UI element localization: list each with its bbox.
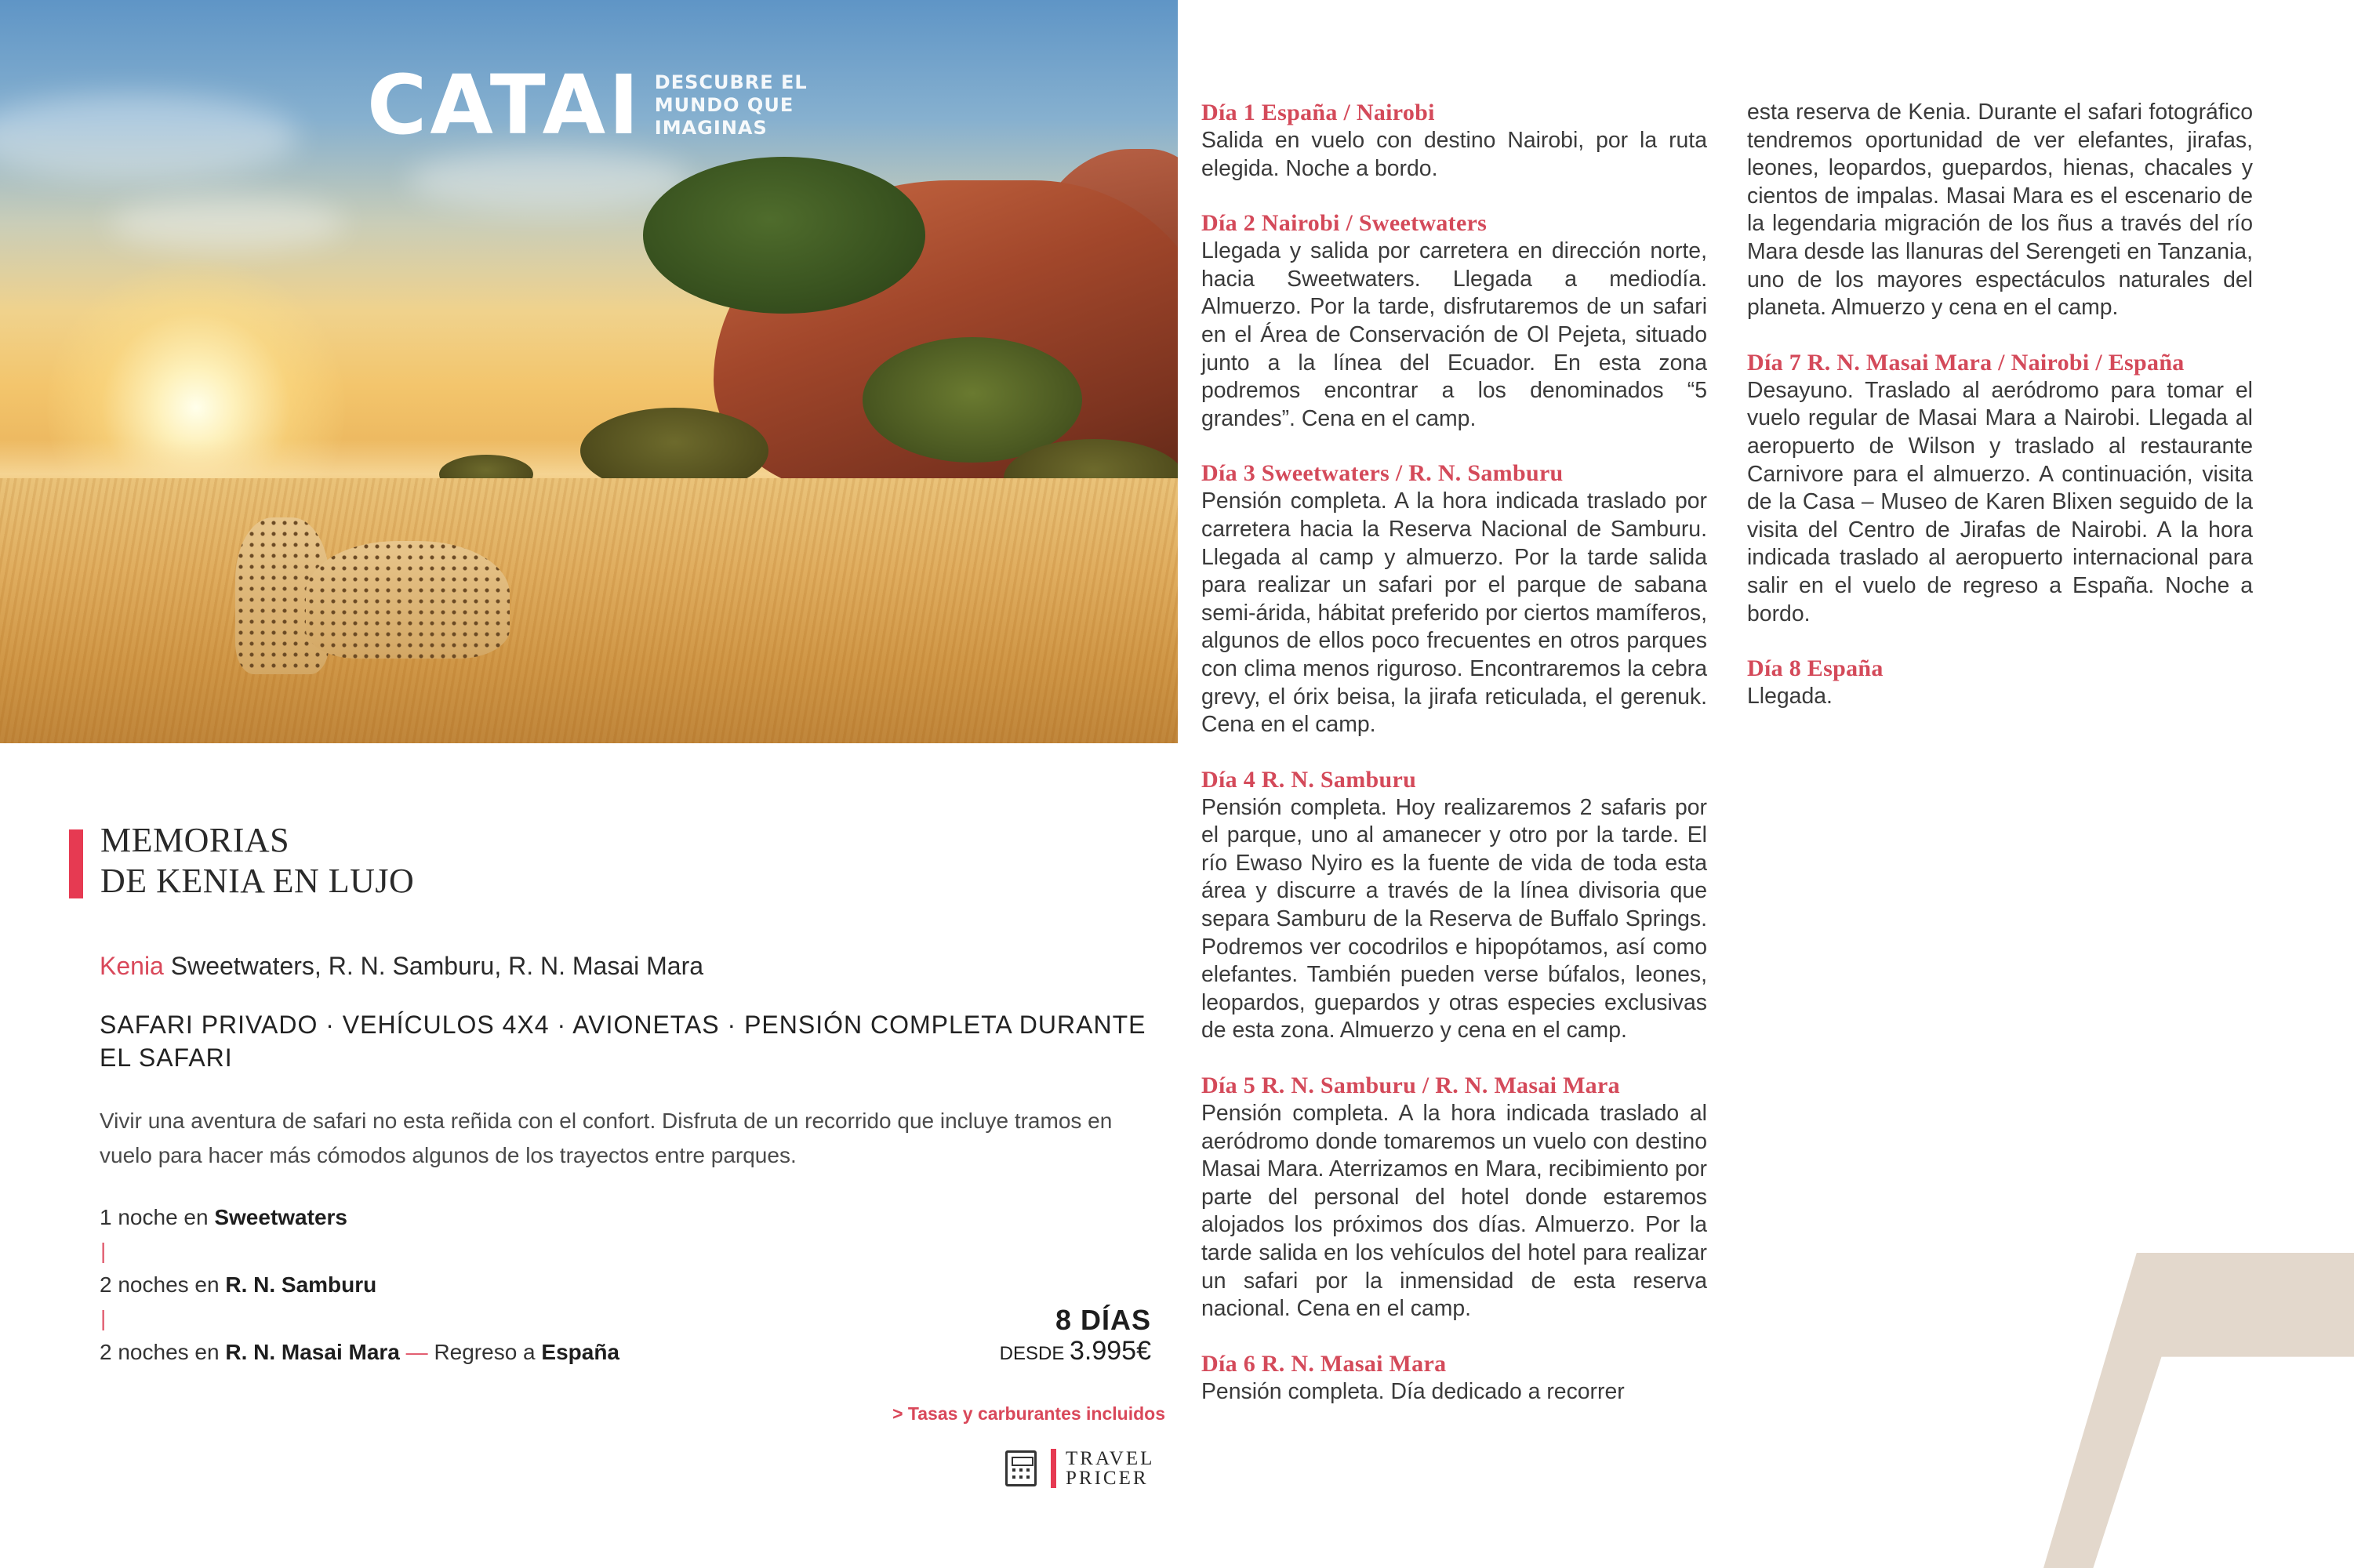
price: DESDE 3.995€ — [999, 1336, 1151, 1366]
acacia-tree — [643, 157, 925, 314]
day-text: Pensión completa. A la hora indicada traslado al aeródromo donde tomaremos un vuelo con destino Masai Mara. Aterrizamos en Mara, recibimiento por parte del personal del hotel donde estaremos alojados los próximos dos días. Almuerzo. Por la tarde salida en los vehículos del hotel para realizar un safari por la inmensidad de esta reserva nacional. Cena en el camp. — [1201, 1101, 1707, 1322]
trip-features: SAFARI PRIVADO · VEHÍCULOS 4X4 · AVIONETAS · PENSIÓN COMPLETA DURANTE EL SAFARI — [100, 1011, 1146, 1072]
travel-pricer-text: TRAVEL PRICER — [1066, 1448, 1155, 1489]
hero-image — [0, 0, 1178, 743]
itinerary-day — [1201, 766, 1707, 1045]
day-title: Día 8 España — [1747, 655, 1884, 682]
calculator-icon — [1005, 1450, 1037, 1486]
price-amount: 3.995€ — [1070, 1336, 1151, 1366]
decorative-shape — [2043, 1253, 2354, 1568]
itinerary-day — [1201, 209, 1707, 433]
taxes-note: > Tasas y carburantes incluidos — [892, 1403, 1165, 1424]
day-text: Pensión completa. Día dedicado a recorrer — [1201, 1378, 1625, 1404]
stay-separator: | — [100, 1306, 107, 1330]
catai-logo — [367, 57, 808, 153]
day-text: Salida en vuelo con destino Nairobi, por la ruta elegida. Noche a bordo. — [1201, 128, 1707, 181]
itinerary-day — [1201, 1350, 1707, 1406]
destinations — [100, 952, 703, 981]
itinerary-column-2 — [1747, 99, 2253, 738]
logo-tagline: DESCUBRE EL MUNDO QUE IMAGINAS — [654, 71, 808, 139]
title-accent-bar — [69, 829, 83, 898]
stay-item: 2 noches en R. N. Samburu — [100, 1272, 377, 1297]
day-title: Día 1 España / Nairobi — [1201, 100, 1435, 125]
day-text: Pensión completa. A la hora indicada traslado por carretera hacia la Reserva Nacional de Samburu. Llegada al camp y almuerzo. Por la tarde salida para realizar un safari por el parque de sabana semi-árida, hábitat preferido por ciertos mamíferos, algunos de ellos poco frecuentes en otros parques con clima menos riguroso. Encontraremos la cebra grevy, el órix beisa, la jirafa reticulada, el gerenuk. Cena en el camp. — [1201, 488, 1707, 738]
day-text: esta reserva de Kenia. Durante el safari fotográfico tendremos oportunidad de ver elefantes, jirafas, leones, leopardos, guepardos, hienas, chacales y cientos de impalas. Masai Mara es el escenario de la legendaria migración de los ñus a través del río Mara desde las llanuras del Serengeti en Tanzania, uno de los mayores espectáculos naturales del planeta. Almuerzo y cena en el camp. — [1747, 100, 2253, 321]
stays-list — [100, 1203, 805, 1367]
itinerary-day — [1201, 1072, 1707, 1323]
country-name: Kenia — [100, 952, 164, 980]
day-text: Desayuno. Traslado al aeródromo para tomar el vuelo regular de Masai Mara a Nairobi. Llegada al aeropuerto de Wilson y traslado al restaurante Carnivore para el almuerzo. A continuación, visita de la Casa – Museo de Karen Blixen seguido de la visita del Centro de Jirafas de Nairobi. A la hora indicada traslado al aeropuerto internacional para salir en el vuelo de regreso a España. Noche a bordo. — [1747, 377, 2253, 626]
trip-intro: Vivir una aventura de safari no esta reñida con el confort. Disfruta de un recorrido que incluye tramos en vuelo para hacer más cómodos algunos de los trayectos entre parques. — [100, 1109, 1113, 1167]
itinerary-day — [1201, 99, 1707, 183]
trip-duration: 8 DÍAS — [1055, 1304, 1151, 1336]
day-text: Llegada y salida por carretera en dirección norte, hacia Sweetwaters. Llegada a mediodía. Almuerzo. Por la tarde, disfrutaremos de un safari en el Área de Conservación de Ol Pejeta, situado junto a la línea del Ecuador. En esta zona podremos encontrar a los denominados “5 grandes”. Cena en el camp. — [1201, 238, 1707, 431]
itinerary-column-1 — [1201, 99, 1707, 1432]
day-text: Pensión completa. Hoy realizaremos 2 safaris por el parque, uno al amanecer y otro por la tarde. El río Ewaso Nyiro es la fuente de vida de toda esta área y discurre a través de la línea divisoria que separa Samburu de la Reserva de Buffalo Springs. Podremos ver cocodrilos e hipopótamos, así como elefantes. También pueden verse búfalos, leones, leopardos, guepardos y otras especies exclusivas de esta zona. Almuerzo y cena en el camp. — [1201, 794, 1707, 1044]
itinerary-day — [1747, 655, 2253, 711]
travel-pricer-accent — [1051, 1449, 1056, 1488]
stay-separator: | — [100, 1239, 107, 1263]
destination-list: Sweetwaters, R. N. Samburu, R. N. Masai Mara — [170, 952, 704, 980]
itinerary-day — [1747, 349, 2253, 628]
cloud — [408, 149, 690, 212]
stay-item: 1 noche en Sweetwaters — [100, 1205, 347, 1229]
day-title: Día 5 R. N. Samburu / R. N. Masai Mara — [1201, 1073, 1620, 1099]
itinerary-day-continued — [1747, 99, 2253, 322]
logo-wordmark: CATAI — [367, 57, 642, 153]
cloud — [110, 196, 345, 251]
price-block — [1000, 1305, 1151, 1369]
itinerary-day — [1201, 459, 1707, 739]
travel-pricer-logo — [1005, 1449, 1154, 1488]
day-title: Día 6 R. N. Masai Mara — [1201, 1350, 1447, 1377]
day-title: Día 4 R. N. Samburu — [1201, 766, 1417, 793]
savanna-grass — [0, 478, 1178, 743]
day-title: Día 3 Sweetwaters / R. N. Samburu — [1201, 460, 1564, 487]
stay-item: 2 noches en R. N. Masai Mara — Regreso a España — [100, 1340, 620, 1364]
day-title: Día 2 Nairobi / Sweetwaters — [1201, 210, 1488, 237]
cloud — [0, 94, 298, 180]
day-text: Llegada. — [1747, 684, 1833, 710]
cheetah — [306, 541, 510, 659]
day-title: Día 7 R. N. Masai Mara / Nairobi / España — [1747, 349, 2185, 376]
trip-title: MEMORIAS DE KENIA EN LUJO — [100, 821, 415, 900]
